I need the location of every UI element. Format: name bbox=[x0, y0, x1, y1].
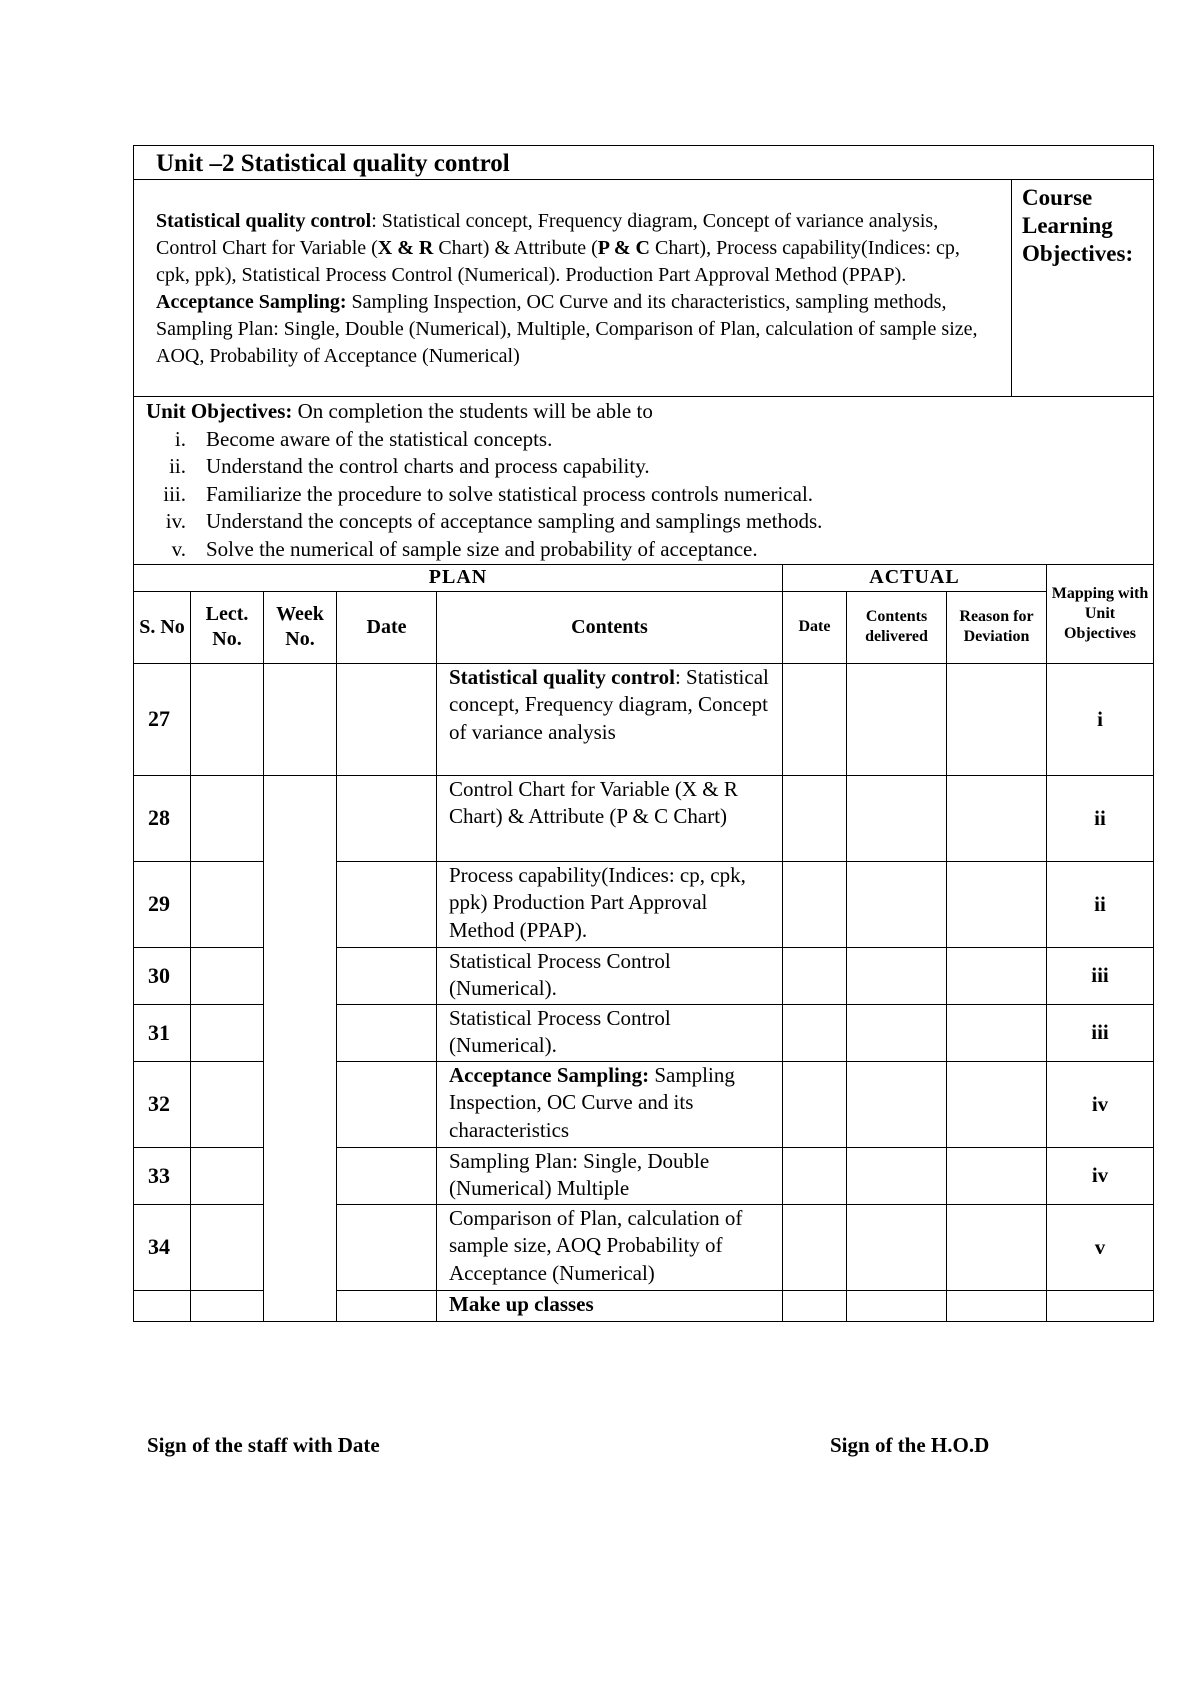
row-content-bold: Statistical quality control bbox=[449, 664, 675, 689]
row-delivered bbox=[847, 775, 947, 861]
row-lect bbox=[191, 1061, 264, 1147]
row-lect bbox=[191, 775, 264, 861]
row-reason bbox=[947, 1204, 1047, 1290]
reason-header: Reason for Deviation bbox=[947, 591, 1047, 663]
row-mapping: i bbox=[1047, 663, 1154, 775]
row-mapping: iii bbox=[1047, 947, 1154, 1004]
lect-header: Lect. No. bbox=[191, 591, 264, 663]
row-delivered bbox=[847, 861, 947, 947]
row-lect bbox=[191, 1290, 264, 1321]
row-content: Process capability(Indices: cp, cpk, ppk) Production Part Approval Method (PPAP). bbox=[437, 861, 783, 947]
row-reason bbox=[947, 663, 1047, 775]
table-row bbox=[134, 663, 1154, 775]
row-delivered bbox=[847, 947, 947, 1004]
sqc-label: Statistical quality control bbox=[156, 210, 372, 232]
row-mapping: v bbox=[1047, 1204, 1154, 1290]
objective-text: Become aware of the statistical concepts. bbox=[206, 426, 553, 451]
row-date bbox=[337, 861, 437, 947]
plan-header: PLAN bbox=[134, 565, 783, 591]
row-content: Statistical Process Control (Numerical). bbox=[437, 947, 783, 1004]
row-date bbox=[337, 947, 437, 1004]
list-item bbox=[146, 453, 1143, 481]
objective-text: Familiarize the procedure to solve statistical process controls numerical. bbox=[206, 481, 814, 506]
row-content bbox=[437, 663, 783, 775]
row-mapping: ii bbox=[1047, 775, 1154, 861]
row-actual-date bbox=[783, 663, 847, 775]
row-actual-date bbox=[783, 1204, 847, 1290]
row-lect bbox=[191, 1204, 264, 1290]
row-date bbox=[337, 1147, 437, 1204]
row-actual-date bbox=[783, 947, 847, 1004]
row-reason bbox=[947, 1290, 1047, 1321]
makeup-classes-label: Make up classes bbox=[449, 1291, 594, 1316]
row-lect bbox=[191, 1004, 264, 1061]
row-mapping: ii bbox=[1047, 861, 1154, 947]
sqc-text-2: Chart) & Attribute ( bbox=[433, 237, 598, 259]
actual-header: ACTUAL bbox=[783, 565, 1047, 591]
row-delivered bbox=[847, 1004, 947, 1061]
row-content-text: : Statistical concept, Frequency diagram, Concept of variance analysis bbox=[449, 664, 769, 744]
unit-objectives-intro: On completion the students will be able to bbox=[292, 399, 653, 423]
objective-number: iv. bbox=[165, 509, 186, 533]
row-sno: 27 bbox=[134, 663, 191, 775]
row-actual-date bbox=[783, 1061, 847, 1147]
row-lect bbox=[191, 1147, 264, 1204]
row-sno: 28 bbox=[134, 775, 191, 861]
unit-objectives-label: Unit Objectives: bbox=[146, 399, 293, 423]
row-mapping: iii bbox=[1047, 1004, 1154, 1061]
row-mapping: iv bbox=[1047, 1061, 1154, 1147]
row-content: Sampling Plan: Single, Double (Numerical) Multiple bbox=[437, 1147, 783, 1204]
row-content bbox=[437, 1061, 783, 1147]
row-actual-date bbox=[783, 861, 847, 947]
date-header: Date bbox=[337, 591, 437, 663]
list-item bbox=[146, 481, 1143, 509]
row-lect bbox=[191, 947, 264, 1004]
contents-header: Contents bbox=[437, 591, 783, 663]
row-actual-date bbox=[783, 775, 847, 861]
row-delivered bbox=[847, 1147, 947, 1204]
row-date bbox=[337, 1290, 437, 1321]
row-content bbox=[437, 1290, 783, 1321]
row-sno: 33 bbox=[134, 1147, 191, 1204]
row-content: Control Chart for Variable (X & R Chart) & Attribute (P & C Chart) bbox=[437, 775, 783, 861]
acceptance-sampling-text: Sampling Inspection, OC Curve and its characteristics, sampling methods, Sampling Plan: Single, Double (Numerical), Multiple, Comparison of Plan, calculation of sample size, AOQ, Probability of Acceptance (Numerical) bbox=[156, 291, 978, 367]
list-item bbox=[146, 508, 1143, 536]
row-reason bbox=[947, 861, 1047, 947]
objective-number: v. bbox=[171, 536, 186, 561]
row-date bbox=[337, 1004, 437, 1061]
actual-date-header: Date bbox=[783, 591, 847, 663]
row-reason bbox=[947, 947, 1047, 1004]
row-actual-date bbox=[783, 1004, 847, 1061]
row-mapping: iv bbox=[1047, 1147, 1154, 1204]
row-lect bbox=[191, 663, 264, 775]
objective-text: Understand the concepts of acceptance sampling and samplings methods. bbox=[206, 509, 823, 533]
row-date bbox=[337, 775, 437, 861]
objective-number: ii. bbox=[169, 454, 186, 478]
row-reason bbox=[947, 1061, 1047, 1147]
unit-objectives bbox=[134, 397, 1154, 565]
row-lect bbox=[191, 861, 264, 947]
sqc-bold-1: X & R bbox=[377, 237, 434, 259]
row-week bbox=[264, 663, 337, 775]
list-item bbox=[146, 426, 1143, 454]
row-actual-date bbox=[783, 1290, 847, 1321]
unit-title: Unit –2 Statistical quality control bbox=[134, 146, 1154, 180]
contents-delivered-header: Contents delivered bbox=[847, 591, 947, 663]
row-sno: 34 bbox=[134, 1204, 191, 1290]
row-content: Comparison of Plan, calculation of sample size, AOQ Probability of Acceptance (Numerical) bbox=[437, 1204, 783, 1290]
sqc-bold-2: P & C bbox=[597, 237, 650, 259]
objective-text: Solve the numerical of sample size and probability of acceptance. bbox=[206, 536, 758, 561]
row-date bbox=[337, 663, 437, 775]
row-date bbox=[337, 1061, 437, 1147]
row-content-bold: Acceptance Sampling: bbox=[449, 1062, 650, 1087]
row-reason bbox=[947, 1004, 1047, 1061]
row-delivered bbox=[847, 663, 947, 775]
row-actual-date bbox=[783, 1147, 847, 1204]
objective-list bbox=[146, 426, 1143, 564]
course-learning-objectives-label: Course Learning Objectives: bbox=[1012, 180, 1154, 397]
row-sno: 29 bbox=[134, 861, 191, 947]
mapping-header: Mapping with Unit Objectives bbox=[1047, 565, 1154, 663]
hod-signature-label: Sign of the H.O.D bbox=[830, 1433, 990, 1457]
row-mapping bbox=[1047, 1290, 1154, 1321]
row-content-text: Sampling Inspection, OC Curve and its characteristics bbox=[449, 1062, 735, 1142]
sqc-text-1: : Statistical concept, Frequency diagram, Concept of variance analysis, Control Chart for Variable ( bbox=[156, 210, 939, 259]
row-delivered bbox=[847, 1204, 947, 1290]
objective-number: iii. bbox=[163, 481, 186, 506]
plan-table bbox=[133, 565, 1154, 1322]
row-delivered bbox=[847, 1061, 947, 1147]
row-reason bbox=[947, 775, 1047, 861]
row-sno: 32 bbox=[134, 1061, 191, 1147]
row-reason bbox=[947, 1147, 1047, 1204]
row-date bbox=[337, 1204, 437, 1290]
list-item bbox=[146, 536, 1143, 564]
week-merged-cell bbox=[264, 775, 337, 1321]
row-delivered bbox=[847, 1290, 947, 1321]
row-sno: 30 bbox=[134, 947, 191, 1004]
row-sno bbox=[134, 1290, 191, 1321]
unit-header-table bbox=[133, 145, 1154, 565]
objective-number: i. bbox=[174, 426, 186, 451]
row-content: Statistical Process Control (Numerical). bbox=[437, 1004, 783, 1061]
table-row bbox=[134, 775, 1154, 861]
sno-header: S. No bbox=[134, 591, 191, 663]
objective-text: Understand the control charts and process capability. bbox=[206, 454, 650, 478]
acceptance-sampling-label: Acceptance Sampling: bbox=[156, 291, 347, 313]
sqc-text-3: Chart), Process capability(Indices: cp, cpk, ppk), Statistical Process Control (Numerical). Production Part Approval Method (PPAP). bbox=[156, 237, 960, 286]
staff-signature-label: Sign of the staff with Date bbox=[147, 1433, 380, 1457]
syllabus-text bbox=[134, 180, 1012, 397]
week-header: Week No. bbox=[264, 591, 337, 663]
row-sno: 31 bbox=[134, 1004, 191, 1061]
lesson-plan-document bbox=[133, 145, 1153, 1322]
